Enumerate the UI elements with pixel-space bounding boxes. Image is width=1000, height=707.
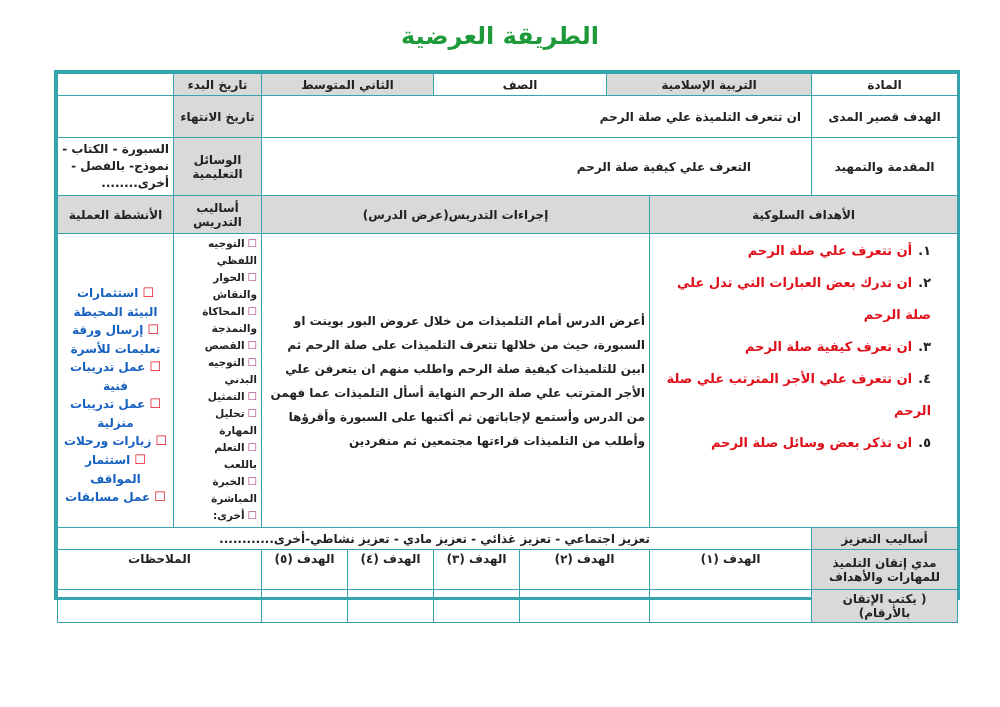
checkbox-icon[interactable]: ☐ <box>247 476 257 488</box>
subject-value: التربية الإسلامية <box>607 74 812 96</box>
mastery-value-2[interactable] <box>520 590 650 623</box>
method-item[interactable]: ☐التوجيه اللفظي <box>207 238 257 267</box>
checkbox-icon[interactable]: ☐ <box>247 238 257 250</box>
mastery-value-1[interactable] <box>650 590 812 623</box>
method-item[interactable]: ☐التمثيل <box>207 391 257 403</box>
procedures-header: إجراءات التدريس(عرض الدرس) <box>262 196 650 234</box>
subject-label: المادة <box>812 74 958 96</box>
intro-value: التعرف علي كيفية صلة الرحم <box>262 138 812 196</box>
mastery-goal-3: الهدف (٣) <box>434 550 520 590</box>
short-goal-label: الهدف قصير المدى <box>812 96 958 138</box>
activity-item[interactable]: ☐عمل تدريبات فنية <box>69 360 162 393</box>
goal-item: ١.أن تتعرف علي صلة الرحم <box>747 244 932 259</box>
mastery-label: مدي إتقان التلميذ للمهارات والأهداف <box>812 550 958 590</box>
method-item[interactable]: ☐أخرى: <box>213 510 257 522</box>
lesson-plan-table <box>57 73 958 623</box>
behavioral-goals-list <box>650 234 958 528</box>
activities-list <box>58 234 174 528</box>
activity-item[interactable]: ☐عمل مسابقات <box>65 490 166 505</box>
reinforcement-label: أساليب التعزيز <box>812 528 958 550</box>
method-item[interactable]: ☐التوجيه البدني <box>207 357 257 386</box>
checkbox-icon[interactable]: ☐ <box>247 391 257 403</box>
method-item[interactable]: ☐المحاكاة والنمذجة <box>202 306 257 335</box>
activities-header: الأنشطة العملية <box>58 196 174 234</box>
aids-value: السبورة - الكتاب - نموذج- بالفصل - أخرى........ <box>58 138 174 196</box>
goal-item: ٥.ان تذكر بعض وسائل صلة الرحم <box>710 436 932 451</box>
start-date-value[interactable] <box>58 74 174 96</box>
procedure-text: أعرض الدرس أمام التلميذات من خلال عروض البور بوينت او السبورة، حيث من خلالها تتعرف التلميذات على صلة الرحم ثم ابين للتلميذات كيفية صلة الرحم واطلب منهم ان يتعرفن علي الأجر المترتب علي صلة الرحم النهاية أسأل التلميذات عما فهمن من الدرس وأستمع لإجاباتهن ثم أكتبها على السبورة وأقرؤها وأطلب من التلميذات قراءتها مجتمعين ثم منفردين <box>262 234 650 528</box>
activity-item[interactable]: ☐عمل تدريبات منزلية <box>69 397 162 430</box>
method-item[interactable]: ☐القصص <box>204 340 257 352</box>
end-date-label: تاريخ الانتهاء <box>174 96 262 138</box>
page-title: الطريقة العرضية <box>401 22 599 50</box>
checkbox-icon[interactable]: ☐ <box>147 323 160 338</box>
activity-item[interactable]: ☐استثمارات البيئة المحيطة <box>73 286 158 319</box>
method-item[interactable]: ☐الخبرة المباشرة <box>211 476 257 505</box>
checkbox-icon[interactable]: ☐ <box>247 357 257 369</box>
checkbox-icon[interactable]: ☐ <box>149 360 162 375</box>
aids-label: الوسائل التعليمية <box>174 138 262 196</box>
class-label: الصف <box>434 74 607 96</box>
start-date-label: تاريخ البدء <box>174 74 262 96</box>
method-item[interactable]: ☐التعلم باللعب <box>214 442 257 471</box>
checkbox-icon[interactable]: ☐ <box>247 408 257 420</box>
mastery-goal-5: الهدف (٥) <box>262 550 348 590</box>
class-value: الثاني المتوسط <box>262 74 434 96</box>
checkbox-icon[interactable]: ☐ <box>247 306 257 318</box>
mastery-value-5[interactable] <box>262 590 348 623</box>
checkbox-icon[interactable]: ☐ <box>247 340 257 352</box>
mastery-goal-2: الهدف (٢) <box>520 550 650 590</box>
checkbox-icon[interactable]: ☐ <box>247 272 257 284</box>
checkbox-icon[interactable]: ☐ <box>155 434 168 449</box>
method-item[interactable]: ☐الحوار والنقاش <box>212 272 257 301</box>
mastery-note: ( يكتب الإتقان بالأرقام) <box>812 590 958 623</box>
mastery-goal-4: الهدف (٤) <box>348 550 434 590</box>
checkbox-icon[interactable]: ☐ <box>154 490 166 505</box>
mastery-value-4[interactable] <box>348 590 434 623</box>
checkbox-icon[interactable]: ☐ <box>149 397 162 412</box>
goal-item: ٤.ان تتعرف علي الأجر المترتب علي صلة الرحم <box>666 372 932 419</box>
method-item[interactable]: ☐تحليل المهارة <box>215 408 257 437</box>
notes-value[interactable] <box>58 590 262 623</box>
goals-header: الأهداف السلوكية <box>650 196 958 234</box>
activity-item[interactable]: ☐استثمار المواقف <box>85 453 146 486</box>
mastery-value-3[interactable] <box>434 590 520 623</box>
notes-label: الملاحظات <box>58 550 262 590</box>
checkbox-icon[interactable]: ☐ <box>247 442 257 454</box>
checkbox-icon[interactable]: ☐ <box>142 286 154 301</box>
intro-label: المقدمة والتمهيد <box>812 138 958 196</box>
reinforcement-value: تعزيز اجتماعي - تعزيز غذائي - تعزيز مادي - تعزيز نشاطي-أخرى............ <box>58 528 812 550</box>
activity-item[interactable]: ☐زيارات ورحلات <box>63 434 168 449</box>
activity-item[interactable]: ☐إرسال ورقة تعليمات للأسرة <box>70 323 161 356</box>
end-date-value[interactable] <box>58 96 174 138</box>
methods-header: أساليب التدريس <box>174 196 262 234</box>
goal-item: ٣.ان تعرف كيفية صلة الرحم <box>744 340 932 355</box>
goal-item: ٢.ان تدرك بعض العبارات التي تدل علي صلة الرحم <box>677 276 932 323</box>
checkbox-icon[interactable]: ☐ <box>247 510 257 522</box>
checkbox-icon[interactable]: ☐ <box>134 453 146 468</box>
methods-list <box>174 234 262 528</box>
mastery-goal-1: الهدف (١) <box>650 550 812 590</box>
short-goal-value: ان تتعرف التلميذة علي صلة الرحم <box>262 96 812 138</box>
